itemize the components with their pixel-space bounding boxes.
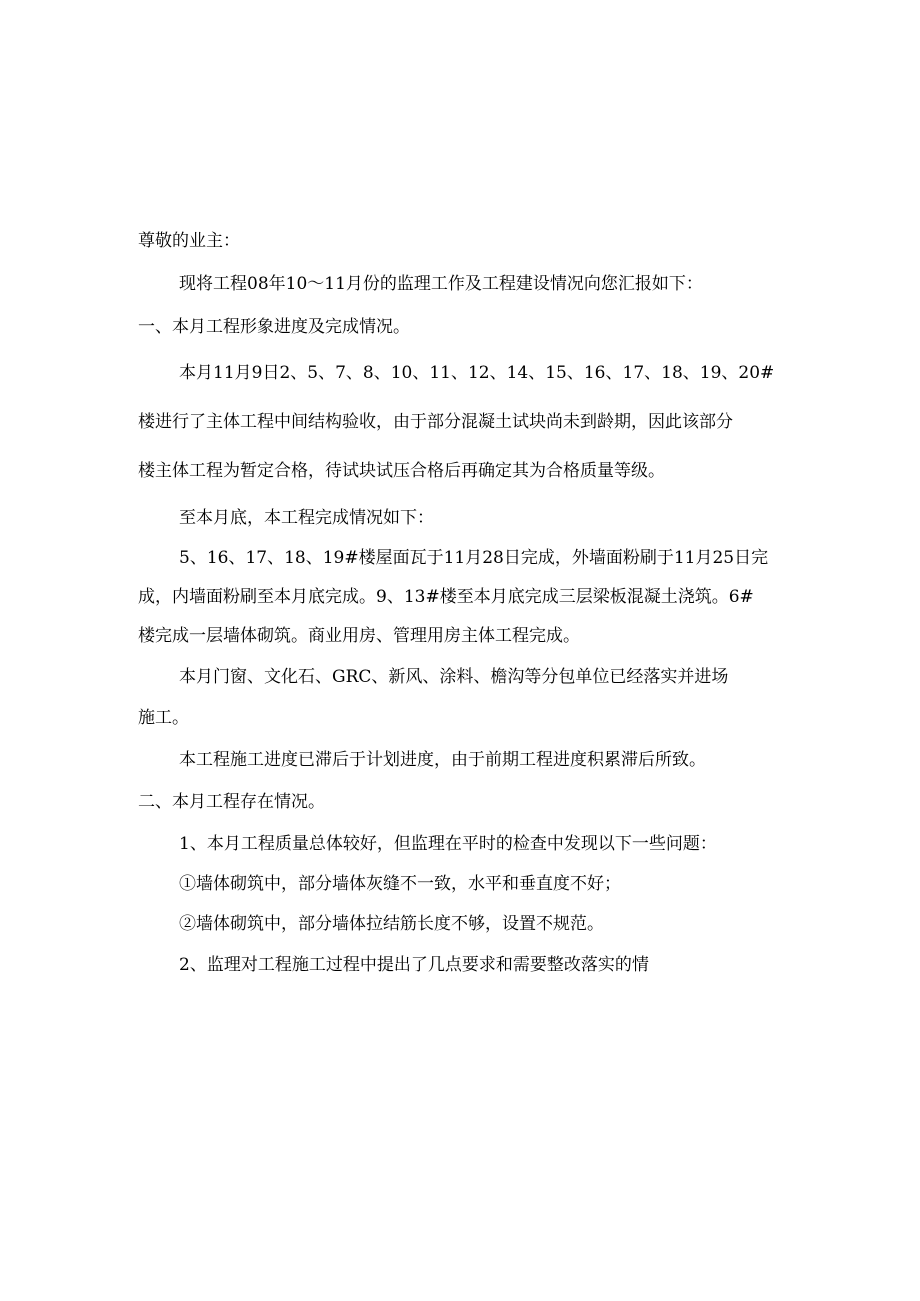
section1-para2: 至本月底，本工程完成情况如下： <box>179 508 434 528</box>
section1-heading: 一、本月工程形象进度及完成情况。 <box>138 317 410 337</box>
section1-para3-line1: 5、16、17、18、19#楼屋面瓦于11月28日完成，外墙面粉刷于11月25日完 <box>179 548 769 568</box>
section1-para3-line3: 楼完成一层墙体砌筑。商业用房、管理用房主体工程完成。 <box>138 626 580 646</box>
section2-item2: 2、监理对工程施工过程中提出了几点要求和需要整改落实的情 <box>179 955 649 975</box>
section1-para3-line2: 成，内墙面粉刷至本月底完成。9、13#楼至本月底完成三层梁板混凝土浇筑。6# <box>138 587 754 607</box>
section2-heading: 二、本月工程存在情况。 <box>138 792 325 812</box>
section2-sub1: ①墙体砌筑中，部分墙体灰缝不一致，水平和垂直度不好； <box>179 874 621 894</box>
section1-para1-line3: 楼主体工程为暂定合格，待试块试压合格后再确定其为合格质量等级。 <box>138 461 665 481</box>
section1-para4-line1: 本月门窗、文化石、GRC、新风、涂料、檐沟等分包单位已经落实并进场 <box>179 667 729 687</box>
greeting: 尊敬的业主： <box>138 231 240 251</box>
intro-paragraph: 现将工程08年10～11月份的监理工作及工程建设情况向您汇报如下： <box>179 274 703 294</box>
section1-para5: 本工程施工进度已滞后于计划进度，由于前期工程进度积累滞后所致。 <box>179 750 706 770</box>
section1-para1-line1: 本月11月9日2、5、7、8、10、11、12、14、15、16、17、18、19、20# <box>179 363 775 383</box>
section1-para4-line2: 施工。 <box>138 708 189 728</box>
section1-para1-line2: 楼进行了主体工程中间结构验收，由于部分混凝土试块尚未到龄期，因此该部分 <box>138 412 733 432</box>
section2-sub2: ②墙体砌筑中，部分墙体拉结筋长度不够，设置不规范。 <box>179 914 604 934</box>
section2-item1: 1、本月工程质量总体较好，但监理在平时的检查中发现以下一些问题： <box>179 834 717 854</box>
